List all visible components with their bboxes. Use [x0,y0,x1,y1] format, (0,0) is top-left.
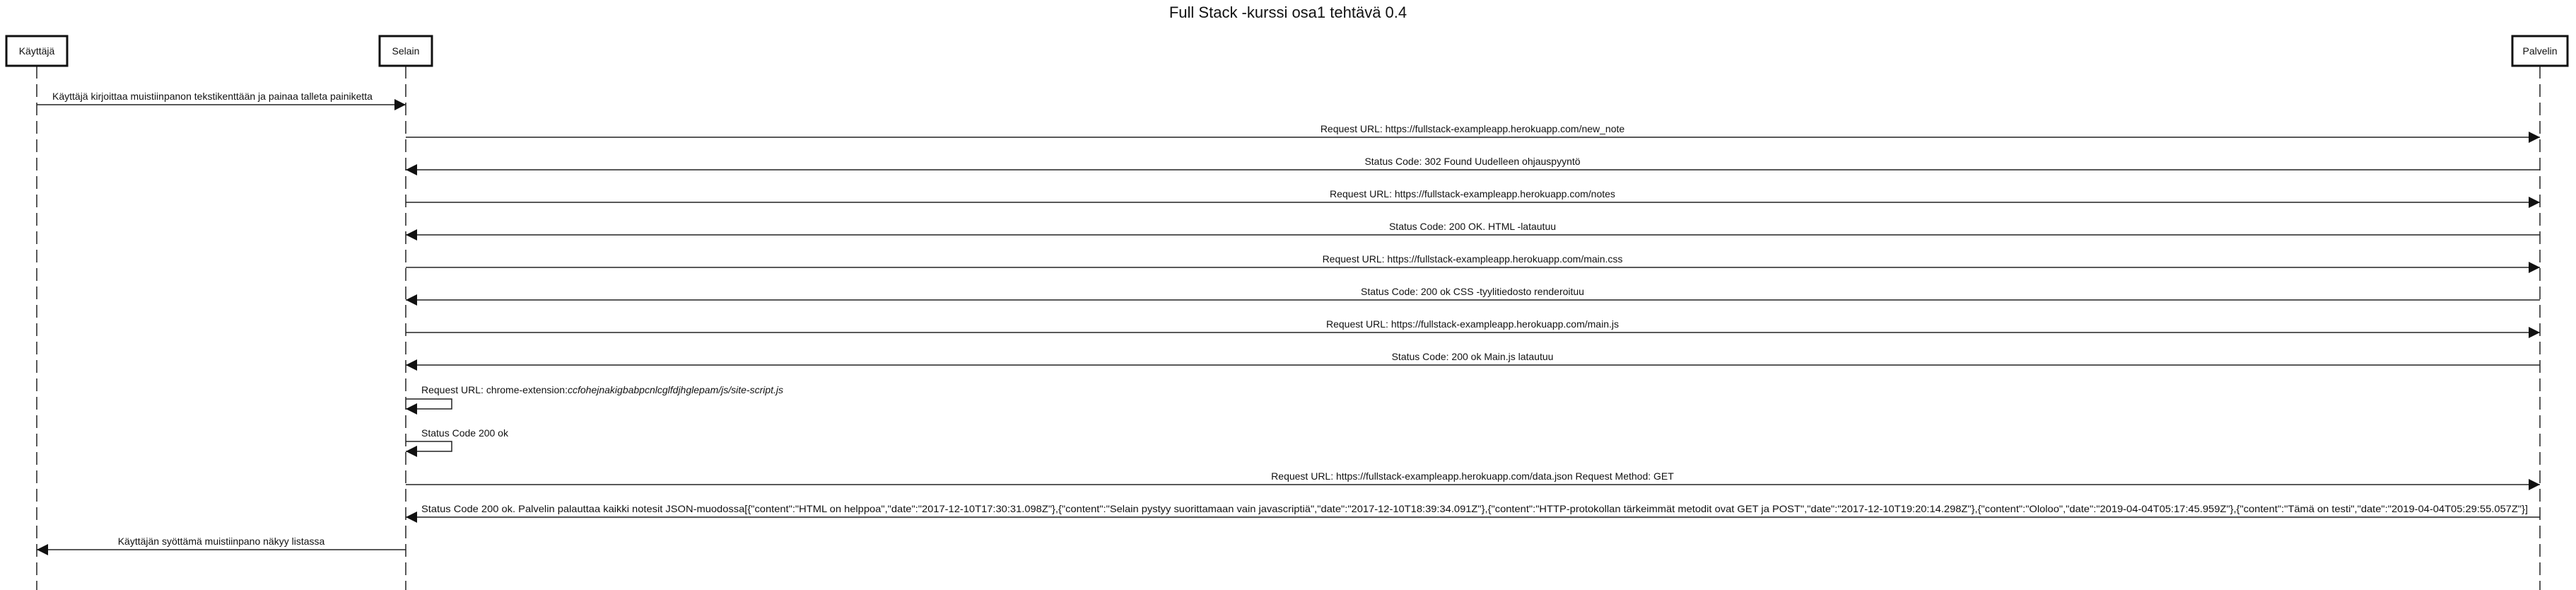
message-label-plain: Request URL: chrome-extension: [421,384,568,395]
actor-label: Käyttäjä [18,45,55,57]
message-label: Status Code: 302 Found Uudelleen ohjauspyyntö [1364,156,1581,167]
actor-palvelin [2512,36,2568,66]
message-label: Request URL: https://fullstack-exampleapp.herokuapp.com/main.css [1322,253,1623,265]
message-14 [37,536,406,550]
message-10-self [406,384,783,409]
actor-label: Selain [392,45,420,57]
message-label: Request URL: https://fullstack-exampleapp.herokuapp.com/data.json Request Method: GET [1271,470,1674,482]
message-label-italic: ccfohejnakigbabpcnlcglfdjhglepam/js/site-script.js [568,384,784,395]
message-arrow [406,399,452,409]
message-1 [37,91,406,105]
message-11-self [406,427,509,451]
message-9 [406,351,2540,365]
message-7 [406,286,2540,300]
actor-selain [380,36,432,66]
message-5 [406,221,2540,235]
message-label: Status Code 200 ok [421,427,508,439]
message-12 [406,470,2540,485]
message-8 [406,318,2540,332]
message-3 [406,156,2540,170]
actor-label: Palvelin [2522,45,2558,57]
message-label: Request URL: https://fullstack-exampleapp.herokuapp.com/notes [1330,188,1615,199]
message-arrow [406,441,452,451]
message-label: Status Code 200 ok. Palvelin palauttaa kaikki notesit JSON-muodossa[{"content":"HTML on helppoa","date":"2017-12-10T17:30:31.098Z"},{"content":"Selain pystyy suorittamaan vain javascriptiä","date":"2017-12-10T18:39:34.091Z"},{"content":"HTTP-protokollan tärkeimmät metodit ovat GET ja POST","date":"2017-12-10T19:20:14.298Z"},{"content":"Ololoo","date":"2019-04-04T05:17:45.959Z"},{"content":"Tämä on testi","date":"2019-04-04T05:29:55.057Z"}] [421,503,2528,514]
message-6 [406,253,2540,267]
message-2 [406,123,2540,137]
message-label: Status Code: 200 ok Main.js latautuu [1391,351,1554,362]
message-label [421,384,783,395]
message-label: Request URL: https://fullstack-exampleapp.herokuapp.com/new_note [1320,123,1625,134]
message-label: Käyttäjä kirjoittaa muistiinpanon tekstikenttään ja painaa talleta painiketta [52,91,373,102]
message-4 [406,188,2540,202]
message-label: Status Code: 200 OK. HTML -latautuu [1388,221,1557,232]
diagram-title: Full Stack -kurssi osa1 tehtävä 0.4 [1169,4,1407,21]
message-13 [406,503,2540,517]
message-label: Käyttäjän syöttämä muistiinpano näkyy listassa [117,536,325,547]
actor-kayttaja [6,36,67,66]
message-label: Status Code: 200 ok CSS -tyylitiedosto renderoituu [1361,286,1584,297]
message-label: Request URL: https://fullstack-exampleapp.herokuapp.com/main.js [1326,318,1619,330]
